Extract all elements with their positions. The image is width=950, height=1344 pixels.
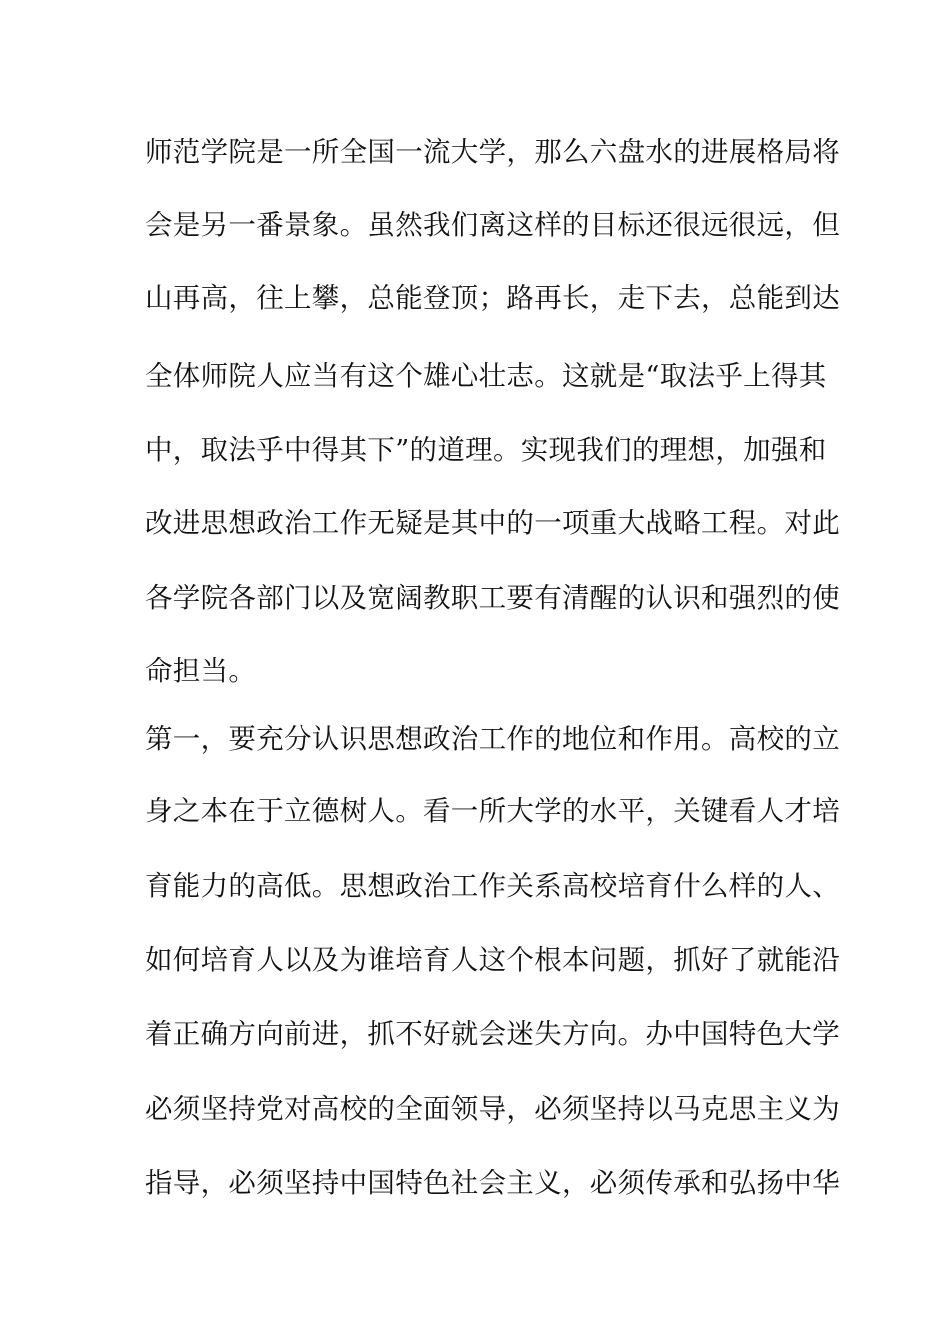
- text-line: 育能力的高低。思想政治工作关系高校培育什么样的人、: [145, 870, 840, 902]
- text-line: 身之本在于立德树人。看一所大学的水平，关键看人才培: [145, 795, 840, 827]
- text-line: 山再高，往上攀，总能登顶；路再长，走下去，总能到达: [145, 282, 840, 314]
- text-line: 改进思想政治工作无疑是其中的一项重大战略工程。对此: [145, 507, 840, 539]
- text-line: 第一，要充分认识思想政治工作的地位和作用。高校的立: [145, 723, 840, 755]
- text-line: 各学院各部门以及宽阔教职工要有清醒的认识和强烈的使: [145, 582, 840, 614]
- text-line: 全体师院人应当有这个雄心壮志。这就是“取法乎上得其: [145, 360, 827, 392]
- text-line: 中，取法乎中得其下”的道理。实现我们的理想，加强和: [145, 434, 827, 466]
- text-line: 师范学院是一所全国一流大学，那么六盘水的进展格局将: [145, 136, 840, 168]
- text-line: 着正确方向前进，抓不好就会迷失方向。办中国特色大学: [145, 1018, 840, 1050]
- text-line: 会是另一番景象。虽然我们离这样的目标还很远很远，但: [145, 209, 840, 241]
- text-line: 如何培育人以及为谁培育人这个根本问题，抓好了就能沿: [145, 944, 840, 976]
- text-line: 指导，必须坚持中国特色社会主义，必须传承和弘扬中华: [145, 1167, 840, 1199]
- text-line: 命担当。: [145, 655, 257, 687]
- text-line: 必须坚持党对高校的全面领导，必须坚持以马克思主义为: [145, 1093, 840, 1125]
